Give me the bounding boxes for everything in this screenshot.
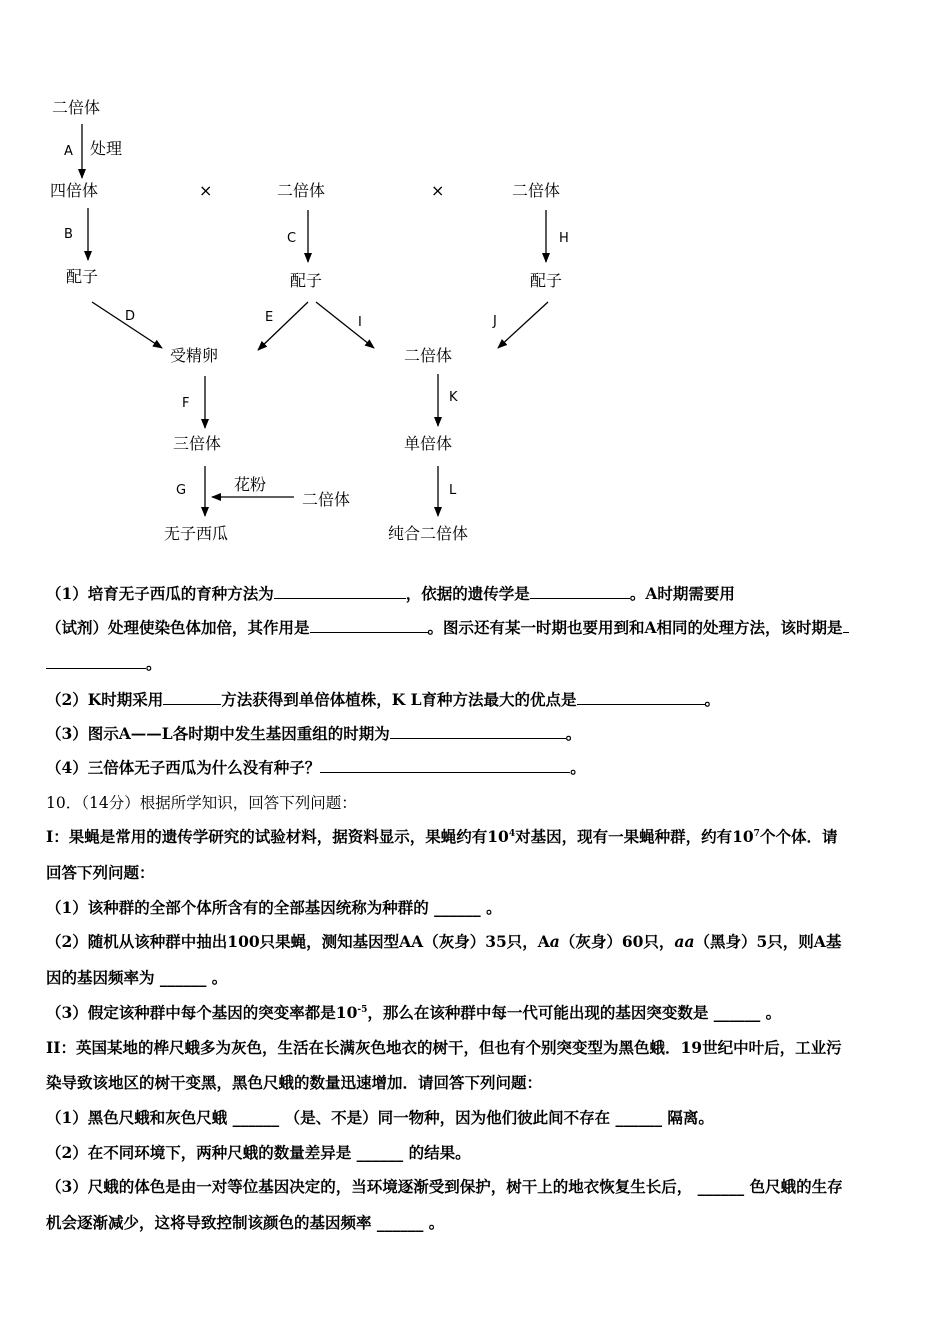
text: ，那么在该种群中每一代可能出现的基因突变数是 ______ 。 [367,1003,782,1022]
label-b: B [64,227,73,242]
blank [163,690,221,705]
cross-symbol-1: × [199,181,213,200]
italic-genotype: aa [674,932,695,951]
breeding-diagram [0,0,950,560]
blank [46,654,146,669]
node-tetraploid: 四倍体 [50,181,99,200]
node-haploid: 单倍体 [404,434,453,453]
q10-II-q1: （1）黑色尺蛾和灰色尺蛾 ______ （是、不是）同一物种，因为他们彼此间不存在 ______ 隔离。 [46,1108,714,1127]
text: ，依据的遗传学是 [405,584,530,603]
text: （2）K时期采用 [46,690,164,709]
text: 个个体．请 [759,827,838,846]
blank [320,758,570,773]
text: （1）培育无子西瓜的育种方法为 [46,584,274,603]
q9-part1-line2 [46,611,910,645]
node-gamete-1: 配子 [66,267,99,286]
text: 。 [704,690,721,709]
label-e: E [265,310,274,325]
blank [274,584,406,599]
node-diploid-2: 二倍体 [404,346,453,365]
text: （试剂）处理使染色体加倍，其作用是 [46,618,310,637]
blank [390,724,566,739]
node-gamete-3: 配子 [530,271,563,290]
label-k: K [449,390,458,405]
label-j: J [493,314,497,329]
text: 。A时期需要用 [629,584,735,603]
node-pure-diploid: 纯合二倍体 [388,524,469,543]
q10-I-q1: （1）该种群的全部个体所含有的全部基因统称为种群的 ______ 。 [46,898,502,917]
q10-section-II: II：英国某地的桦尺蛾多为灰色，生活在长满灰色地衣的树干，但也有个别突变型为黑色蛾．19世纪中叶后，工业污 [46,1038,842,1057]
label-f: F [182,396,190,411]
blank [530,584,630,599]
blank [843,618,849,633]
superscript: -5 [357,1005,368,1015]
text: 。图示还有某一时期也要用到和A相同的处理方法，该时期是 [427,618,843,637]
arrow-j [498,302,548,348]
node-diploid-top: 二倍体 [52,98,101,117]
q9-part3 [46,717,910,751]
node-diploid-right: 二倍体 [512,181,561,200]
superscript: 4 [508,829,516,839]
q10-section-II-cont: 染导致该地区的树干变黑，黑色尺蛾的数量迅速增加．请回答下列问题： [46,1073,543,1092]
node-gamete-2: 配子 [290,271,323,290]
q9-part2 [46,683,910,717]
q10-section-I-cont: 回答下列问题： [46,863,155,882]
q10-II-q3: （3）尺蛾的体色是由一对等位基因决定的，当环境逐渐受到保护，树干上的地衣恢复生长后， ______ 色尺蛾的生存 [46,1177,843,1196]
text: I：果蝇是常用的遗传学研究的试验材料，据资料显示，果蝇约有10 [46,827,509,846]
label-g: G [176,483,187,498]
text: （灰身）60只， [559,932,675,951]
q10-I-q2 [46,925,910,959]
label-c: C [287,231,297,246]
text: （4）三倍体无子西瓜为什么没有种子？ [46,758,321,777]
text: 。 [565,724,582,743]
blank [577,690,705,705]
node-diploid-pollen: 二倍体 [302,490,351,509]
label-i: I [358,315,362,330]
label-l: L [449,483,457,498]
q10-II-q3-cont: 机会逐渐减少，这将导致控制该颜色的基因频率 ______ 。 [46,1213,445,1232]
label-d: D [125,309,136,324]
q10-title: 10．（14分）根据所学知识，回答下列问题： [46,794,357,812]
text: （黑身）5只，则A基 [694,932,842,951]
text: （3）图示A——L各时期中发生基因重组的时期为 [46,724,390,743]
blank [310,618,428,633]
italic-allele: a [549,932,560,951]
text: 。 [570,758,586,777]
text: 方法获得到单倍体植株，K L育种方法最大的优点是 [221,690,577,709]
label-a: A [64,144,73,159]
node-zygote: 受精卵 [170,346,219,365]
pollen-text: 花粉 [234,475,267,494]
q9-part1-line1 [46,577,910,611]
label-h: H [559,231,569,246]
q9-part4 [46,751,910,785]
text: 。 [146,654,162,673]
arrow-i [316,302,374,348]
q10-II-q2: （2）在不同环境下，两种尺蛾的数量差异是 ______ 的结果。 [46,1143,471,1162]
q10-section-I [46,820,910,854]
q10-I-q2-cont: 因的基因频率为 ______ 。 [46,968,228,987]
treat-text: 处理 [90,139,123,158]
q9-part1-line3 [46,647,910,681]
superscript: 7 [753,829,760,839]
node-diploid-mid: 二倍体 [277,181,326,200]
cross-symbol-2: × [431,181,445,200]
q10-I-q3 [46,996,910,1030]
text: 对基因，现有一果蝇种群，约有10 [515,827,754,846]
node-triploid: 三倍体 [173,434,222,453]
text: （3）假定该种群中每个基因的突变率都是10 [46,1003,358,1022]
node-seedless-watermelon: 无子西瓜 [164,524,229,543]
text: （2）随机从该种群中抽出100只果蝇，测知基因型AA（灰身）35只，A [46,932,550,951]
